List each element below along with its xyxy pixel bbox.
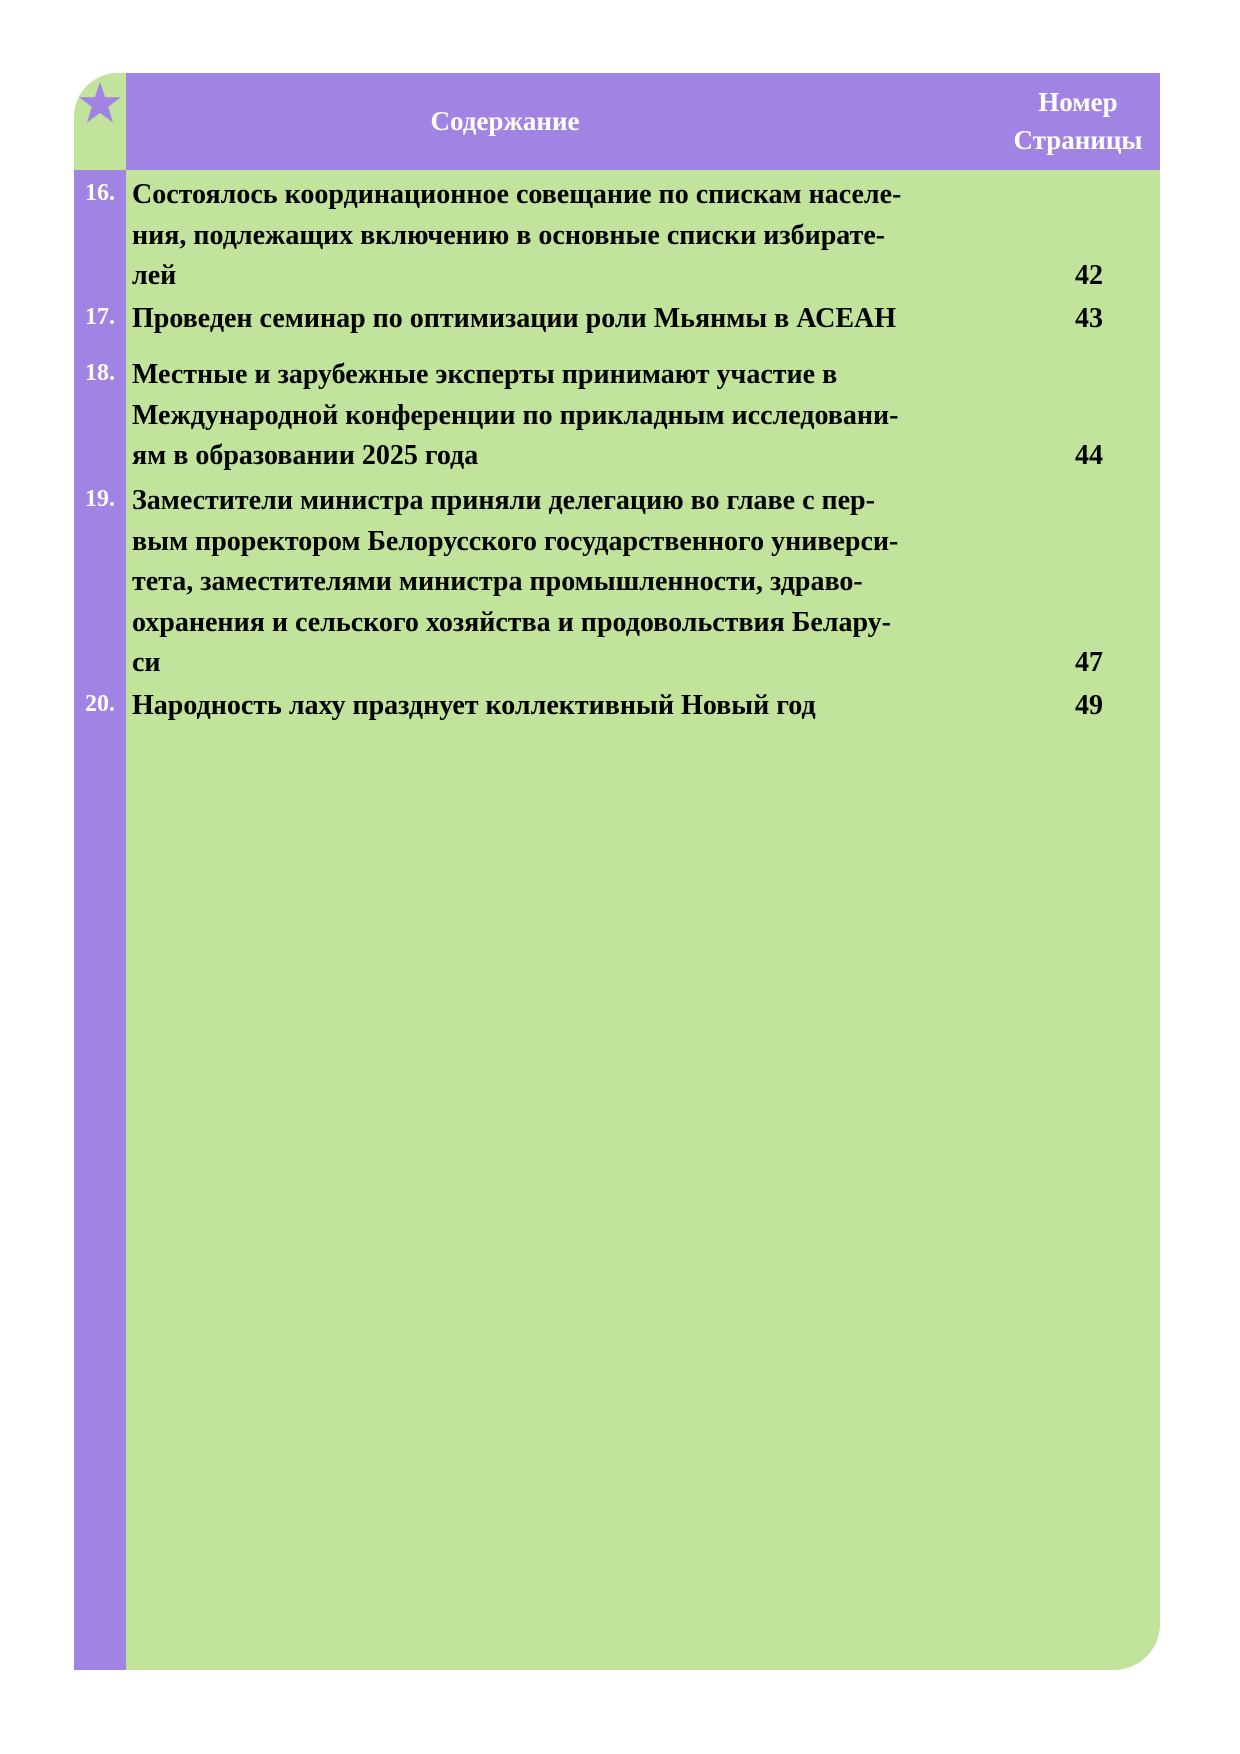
entry-page-number: 44 xyxy=(1075,440,1103,471)
entry-title: Заместители министра приняли делегацию во главе с пер- вым проректором Белорусского государственного универси- тета, заместителями министра промышленности, здраво- охранения и сельского хозяйства и продовольствия Белару- си xyxy=(132,485,899,678)
page-number-header xyxy=(999,83,1157,159)
entry-page-number: 42 xyxy=(1075,260,1103,291)
entry-page-number: 43 xyxy=(1075,303,1103,334)
entry-title: Состоялось координационное совещание по спискам населе- ния, подлежащих включению в основные списки избирате- лей xyxy=(132,179,902,291)
page-number-header-line2: Страницы xyxy=(1013,125,1143,155)
corner-cell xyxy=(74,73,126,170)
entry-number: 18. xyxy=(85,360,115,386)
entry-page-number: 47 xyxy=(1075,647,1103,678)
page-title: Содержание xyxy=(430,106,580,136)
number-sidebar xyxy=(74,170,126,1670)
entry-number: 19. xyxy=(85,486,115,512)
entry-title: Проведен семинар по оптимизации роли Мьянмы в АСЕАН xyxy=(132,303,897,334)
entry-title: Местные и зарубежные эксперты принимают участие в Международной конференции по прикладным исследовани- ям в образовании 2025 года xyxy=(132,359,899,471)
entry-number: 16. xyxy=(85,180,115,206)
table-of-contents-card xyxy=(74,73,1160,1670)
entry-title: Народность лаху празднует коллективный Новый год xyxy=(132,690,816,721)
page-number-header-line1: Номер xyxy=(1038,87,1118,117)
entry-number: 17. xyxy=(85,304,115,330)
star-icon xyxy=(78,81,122,125)
entry-page-number: 49 xyxy=(1075,690,1103,721)
entry-number: 20. xyxy=(85,691,115,717)
